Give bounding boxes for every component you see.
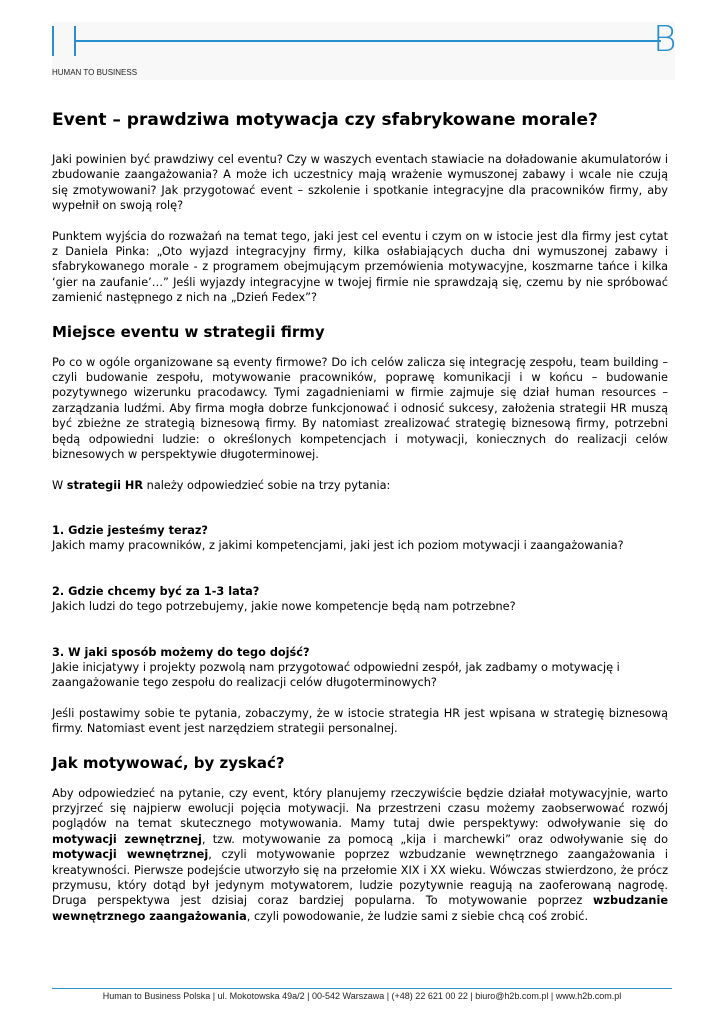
footer-divider bbox=[52, 988, 672, 989]
question-text: Jakich mamy pracowników, z jakimi kompetencjami, jaki jest ich poziom motywacji i zaangażowania? bbox=[52, 539, 624, 553]
hr-strategy-paragraph bbox=[52, 478, 668, 493]
document-body bbox=[52, 108, 668, 939]
spacer bbox=[52, 508, 668, 523]
header-background bbox=[52, 19, 677, 80]
question-3 bbox=[52, 645, 668, 691]
document-title: Event – prawdziwa motywacja czy sfabrykowane morale? bbox=[52, 110, 598, 130]
bold-run: motywacji zewnętrznej bbox=[52, 832, 202, 846]
text-run: , tzw. motywowanie za pomocą „kija i marchewki” oraz odwoływanie się do bbox=[201, 832, 669, 846]
question-title: 2. Gdzie chcemy być za 1-3 lata? bbox=[52, 584, 260, 598]
text-run: , czyli motywowanie poprzez wzbudzanie wewnętrznego zaangażowania i kreatywności. Pierwsze podejście utworzyło się na przełomie XIX i XX wieku. Wówczas stwierdzono, że prócz przymusu, który dotąd był jedynym motywatorem, ludzie pozytywnie reagują na zaoferowaną nagrodę. Druga perspektywa jest dzisiaj coraz bardziej popularna. To motywowanie poprzez bbox=[52, 848, 668, 908]
bold-run: wzbudzanie wewnętrznego zaangażowania bbox=[52, 894, 668, 923]
bold-run: motywacji wewnętrznej bbox=[52, 848, 209, 862]
intro-paragraph-2: Punktem wyjścia do rozważań na temat tego, jaki jest cel eventu i czym on w istocie jest dla firmy jest cytat z Daniela Pinka: „Oto wyjazd integracyjny firmy, kilka osłabiających ducha dni wymuszonej zabawy i sfabrykowanego morale - z programem obejmującym przemówienia motywacyjne, koszmarne tańce i kilka ‘gier na zaufanie’…” Jeśli wyjazdy integracyjne w twojej firmie nie sprawdzają się, czemu by nie spróbować zamienić następnego z nich na „Dzień Fedex”? bbox=[52, 229, 668, 305]
question-title: 3. W jaki sposób możemy do tego dojść? bbox=[52, 645, 310, 659]
spacer bbox=[52, 569, 668, 584]
question-1 bbox=[52, 523, 668, 554]
question-title: 1. Gdzie jesteśmy teraz? bbox=[52, 523, 208, 537]
spacer bbox=[52, 630, 668, 645]
strategy-paragraph: Po co w ogóle organizowane są eventy firmowe? Do ich celów zalicza się integrację zespołu, team building – czyli budowanie zespołu, motywowanie pracowników, poprawę komunikacji i w końcu – budowanie pozytywnego wizerunku pracodawcy. Tymi zagadnieniami w firmie zajmuje się dział human resources – zarządzania ludźmi. Aby firma mogła dobrze funkcjonować i odnosić sukcesy, założenia strategii HR muszą być zbieżne ze strategią biznesową firmy. By natomiast zrealizować strategię biznesową firmy, potrzebni będą odpowiedni ludzie: o określonych kompetencjach i motywacji, koniecznych do realizacji celów biznesowych w perspektywie długoterminowej. bbox=[52, 355, 668, 462]
question-text: Jakich ludzi do tego potrzebujemy, jakie nowe kompetencje będą nam potrzebne? bbox=[52, 600, 516, 614]
bold-run: strategii HR bbox=[66, 478, 144, 492]
question-2 bbox=[52, 584, 668, 615]
section-heading-strategy: Miejsce eventu w strategii firmy bbox=[52, 322, 325, 341]
text-run: W bbox=[52, 478, 67, 492]
logo-text: HUMAN TO BUSINESS bbox=[52, 68, 138, 77]
section-heading-motivation: Jak motywować, by zyskać? bbox=[52, 753, 285, 772]
logo-line bbox=[74, 40, 661, 42]
conclusion-paragraph: Jeśli postawimy sobie te pytania, zobaczymy, że w istocie strategia HR jest wpisana w strategię biznesową firmy. Natomiast event jest narzędziem strategii personalnej. bbox=[52, 706, 668, 736]
motivation-paragraph bbox=[52, 786, 668, 925]
footer-contact: Human to Business Polska | ul. Mokotowska 49a/2 | 00-542 Warszawa | (+48) 22 621 00 22 | biuro@h2b.com.pl | www.h2b.com.pl bbox=[102, 991, 622, 1001]
logo-b-letter: B bbox=[653, 19, 677, 60]
intro-paragraph-1: Jaki powinien być prawdziwy cel eventu? Czy w waszych eventach stawiacie na doładowanie akumulatorów i zbudowanie zaangażowania? A może ich uczestnicy mają wrażenie wymuszonej zabawy i wcale nie czują się zmotywowani? Jak przygotować event – szkolenie i spotkanie integracyjne dla pracowników firmy, aby wypełnił on swoją rolę? bbox=[52, 153, 668, 213]
text-run: Aby odpowiedzieć na pytanie, czy event, który planujemy rzeczywiście będzie działał motywacyjnie, warto przyjrzeć się najpierw ewolucji pojęcia motywacji. Na przestrzeni czasu możemy zaobserwować rozwój poglądów na temat skutecznego motywowania. Mamy tutaj dwie perspektywy: odwoływanie się do bbox=[52, 786, 668, 831]
text-run: należy odpowiedzieć sobie na trzy pytania: bbox=[143, 478, 391, 492]
question-text: Jakie inicjatywy i projekty pozwolą nam przygotować odpowiedni zespół, jak zadbamy o motywację i zaangażowanie tego zespołu do realizacji celów długoterminowych? bbox=[52, 660, 620, 690]
text-run: , czyli powodowanie, że ludzie sami z siebie chcą coś zrobić. bbox=[246, 909, 589, 923]
